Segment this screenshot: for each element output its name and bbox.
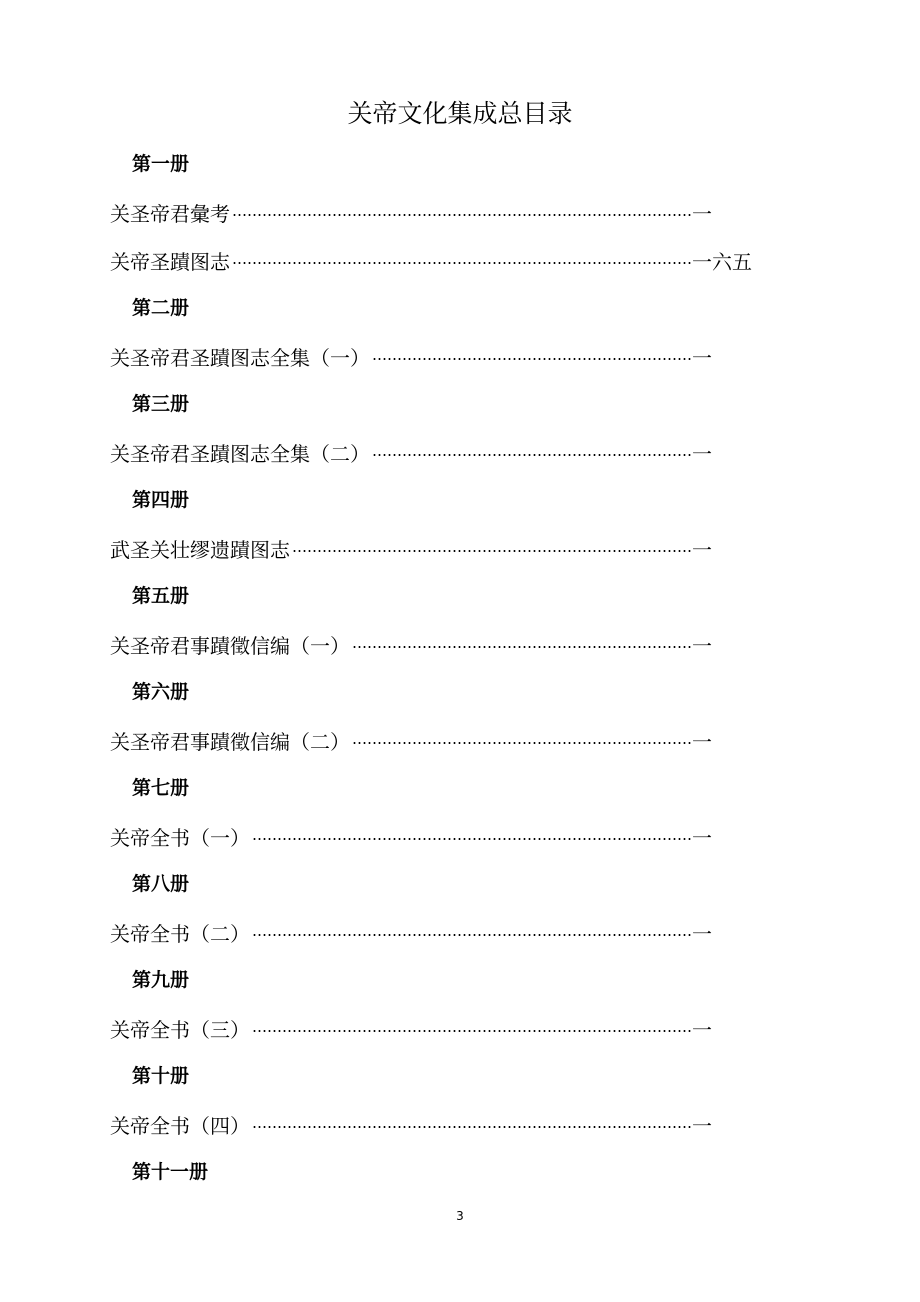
volume-heading: 第七册: [132, 777, 190, 799]
entry-title: 关圣帝君事蹟徵信编（一）: [110, 633, 350, 658]
toc-entry[interactable]: [0, 236, 920, 284]
table-of-contents: [0, 140, 920, 1196]
entry-page-number: 一六五: [692, 249, 752, 274]
dot-leader: [252, 1126, 692, 1128]
entry-page-number: 一: [692, 537, 712, 562]
toc-entry[interactable]: [0, 716, 920, 764]
entry-page-number: 一: [692, 201, 712, 226]
volume-heading: 第九册: [132, 969, 190, 991]
entry-page-number: 一: [692, 825, 712, 850]
toc-entry[interactable]: [0, 620, 920, 668]
entry-page-number: 一: [692, 345, 712, 370]
dot-leader: [292, 550, 692, 552]
entry-page-number: 一: [692, 633, 712, 658]
entry-title: 关圣帝君事蹟徵信编（二）: [110, 729, 350, 754]
toc-entry[interactable]: [0, 1100, 920, 1148]
dot-leader: [372, 358, 692, 360]
entry-title: 武圣关壮缪遗蹟图志: [110, 537, 290, 562]
dot-leader: [252, 934, 692, 936]
dot-leader: [252, 1030, 692, 1032]
volume-heading: 第四册: [132, 489, 190, 511]
entry-page-number: 一: [692, 921, 712, 946]
entry-title: 关帝圣蹟图志: [110, 249, 230, 274]
dot-leader: [352, 742, 692, 744]
volume-heading: 第二册: [132, 297, 190, 319]
page-title: 关帝文化集成总目录: [347, 99, 573, 128]
volume-heading: 第六册: [132, 681, 190, 703]
volume-heading: 第十一册: [132, 1161, 209, 1183]
entry-title: 关圣帝君圣蹟图志全集（一）: [110, 345, 370, 370]
dot-leader: [252, 838, 692, 840]
entry-page-number: 一: [692, 441, 712, 466]
dot-leader: [352, 646, 692, 648]
dot-leader: [372, 454, 692, 456]
entry-title: 关帝全书（一）: [110, 825, 250, 850]
volume-heading: 第十册: [132, 1065, 190, 1087]
toc-entry[interactable]: [0, 812, 920, 860]
volume-heading: 第八册: [132, 873, 190, 895]
dot-leader: [232, 214, 692, 216]
entry-title: 关圣帝君圣蹟图志全集（二）: [110, 441, 370, 466]
entry-title: 关帝全书（四）: [110, 1113, 250, 1138]
toc-entry[interactable]: [0, 188, 920, 236]
page-number: 3: [456, 1209, 464, 1223]
entry-page-number: 一: [692, 1017, 712, 1042]
toc-entry[interactable]: [0, 332, 920, 380]
volume-heading: 第五册: [132, 585, 190, 607]
toc-entry[interactable]: [0, 1004, 920, 1052]
entry-title: 关帝全书（二）: [110, 921, 250, 946]
entry-title: 关圣帝君彙考: [110, 201, 230, 226]
entry-page-number: 一: [692, 1113, 712, 1138]
toc-entry[interactable]: [0, 428, 920, 476]
entry-title: 关帝全书（三）: [110, 1017, 250, 1042]
toc-entry[interactable]: [0, 908, 920, 956]
toc-entry[interactable]: [0, 524, 920, 572]
dot-leader: [232, 262, 692, 264]
entry-page-number: 一: [692, 729, 712, 754]
volume-heading: 第一册: [132, 153, 190, 175]
volume-heading: 第三册: [132, 393, 190, 415]
